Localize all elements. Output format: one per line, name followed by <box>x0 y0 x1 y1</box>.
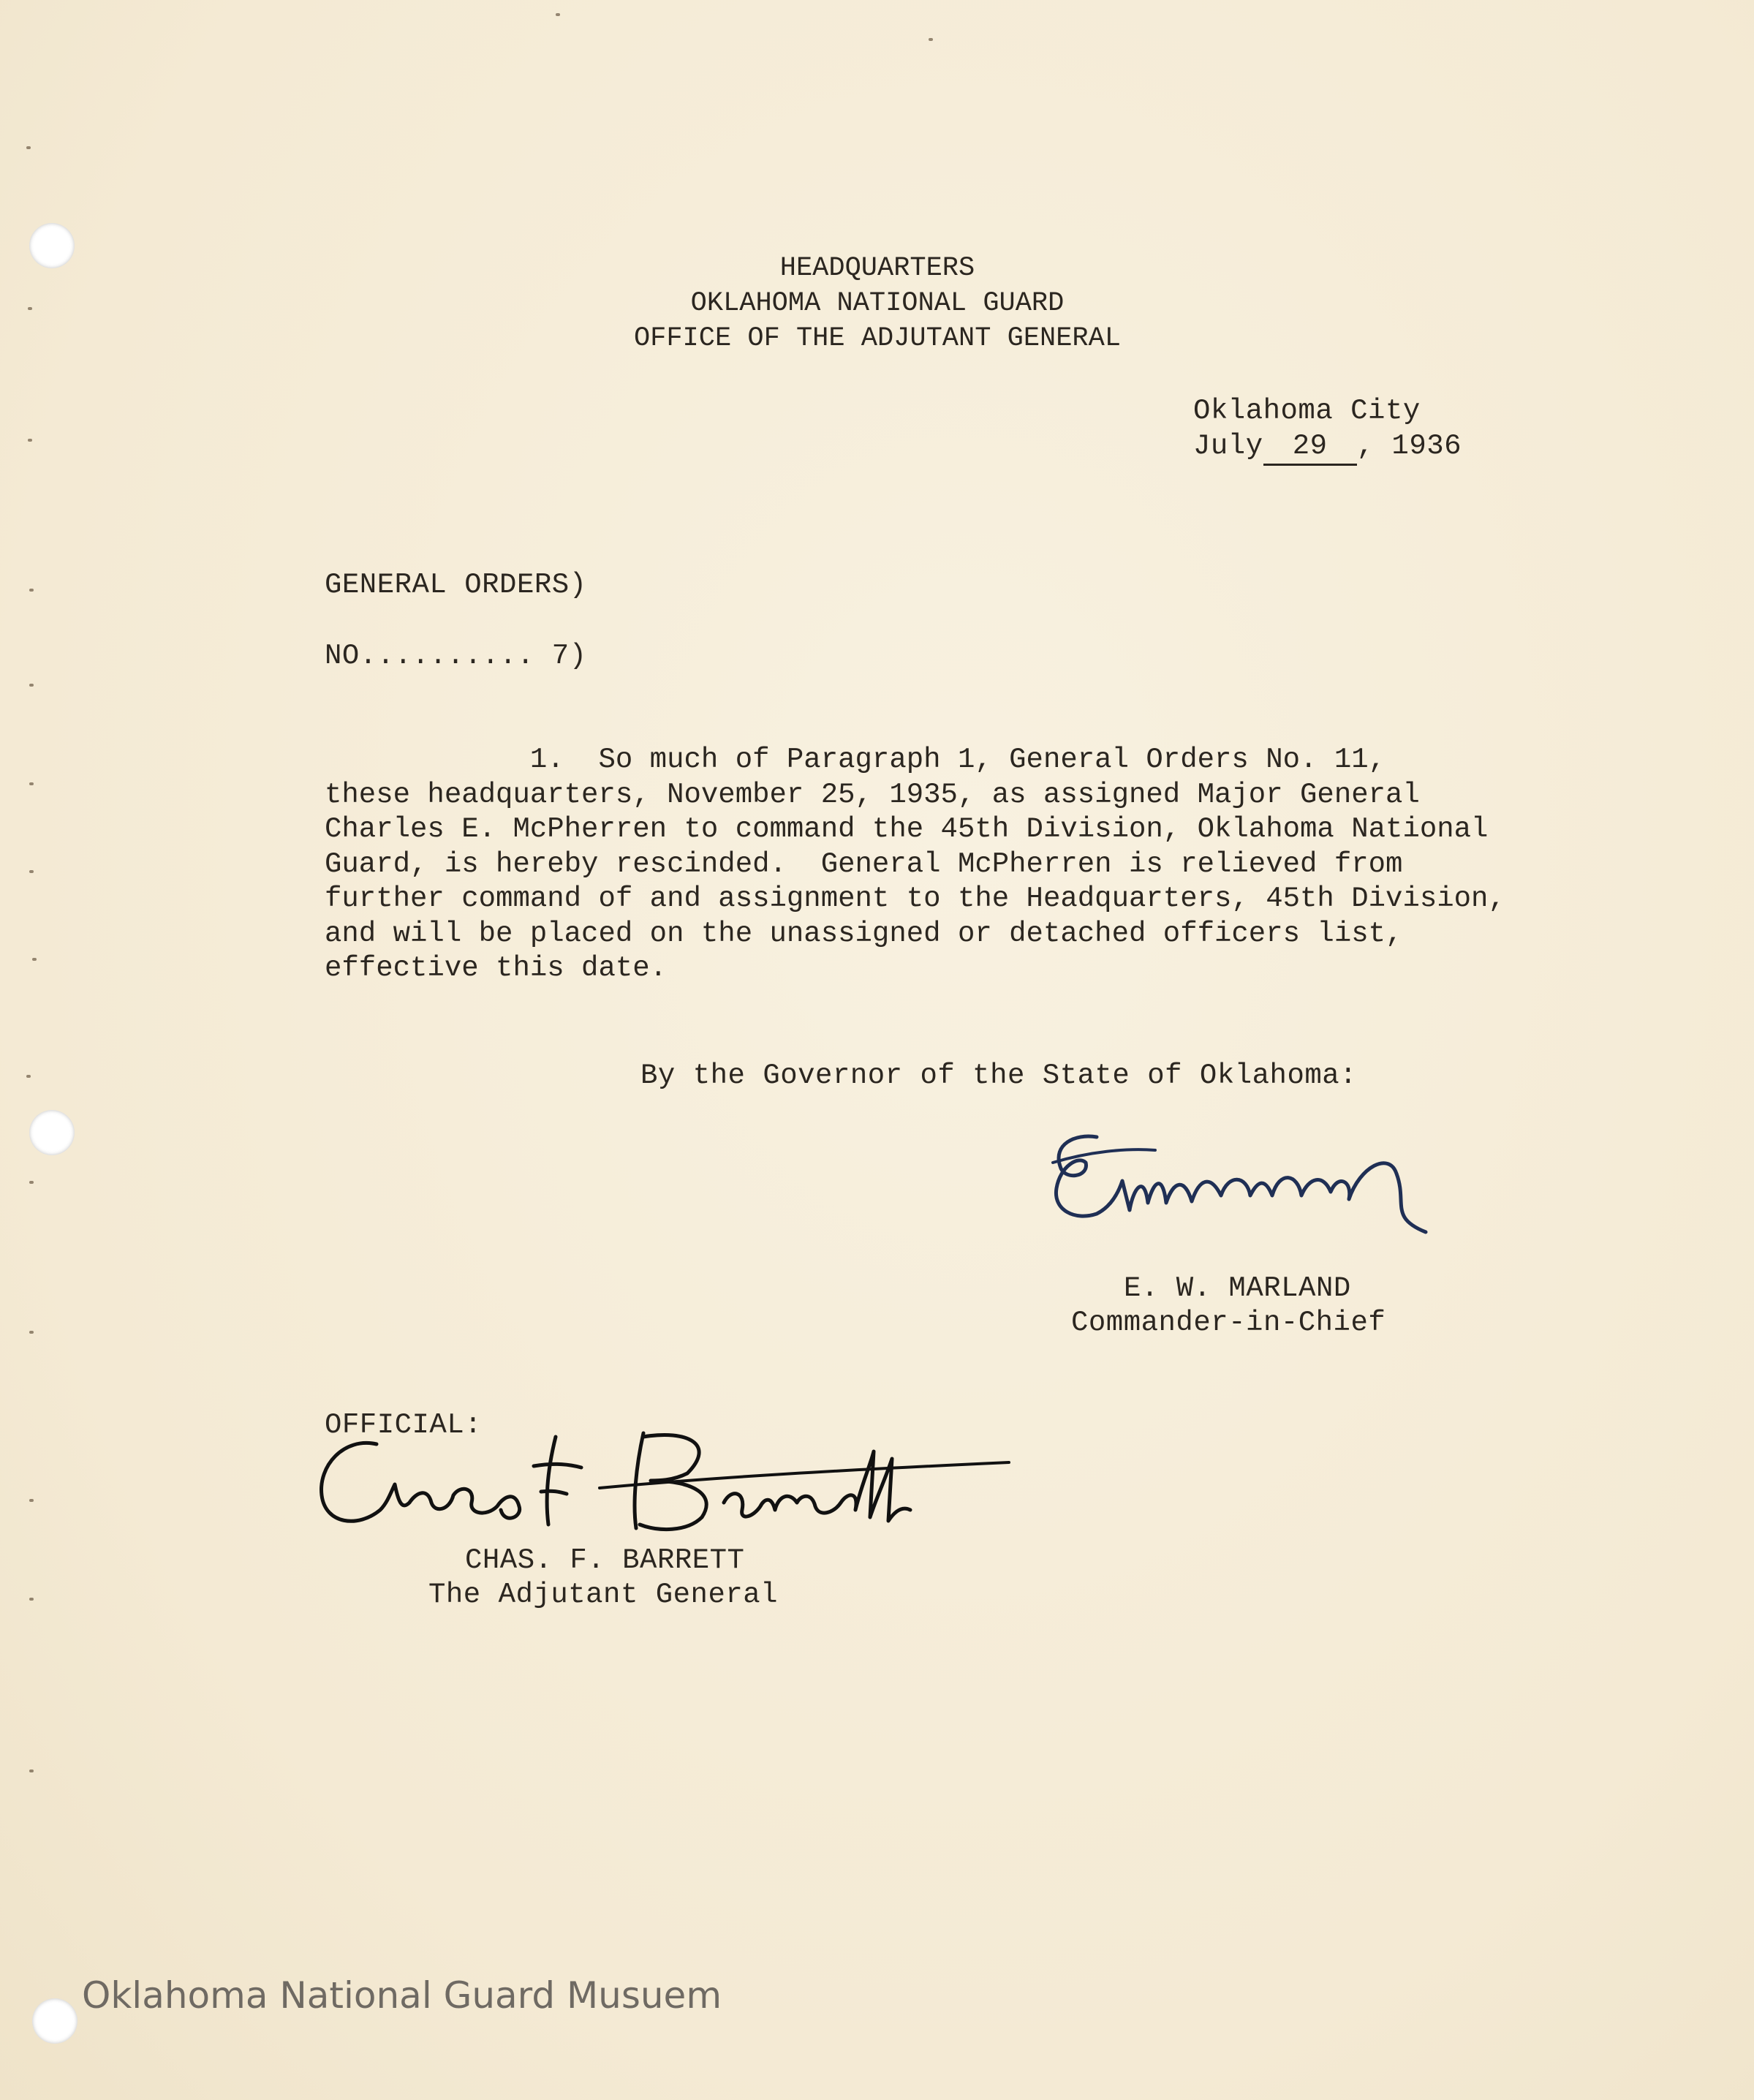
governor-signature <box>1046 1122 1440 1239</box>
date-day: 29 <box>1263 428 1357 466</box>
paper-fleck <box>29 1769 34 1772</box>
authority-line: By the Governor of the State of Oklahoma: <box>640 1060 1358 1092</box>
governor-title: Commander-in-Chief <box>1071 1307 1386 1339</box>
paper-fleck <box>32 958 37 961</box>
paper-fleck <box>29 1331 34 1334</box>
paper-fleck <box>26 1075 31 1078</box>
date-month: July <box>1193 430 1263 462</box>
place: Oklahoma City <box>1193 395 1421 427</box>
paper-fleck <box>556 13 560 16</box>
adjutant-signature <box>307 1422 1024 1546</box>
paper-fleck <box>29 589 34 592</box>
paper-fleck <box>29 1499 34 1502</box>
orders-number: NO.......... 7) <box>325 640 587 672</box>
punch-hole <box>32 1998 78 2044</box>
orders-title: GENERAL ORDERS) <box>325 569 587 601</box>
adjutant-title: The Adjutant General <box>428 1579 779 1611</box>
date-line <box>1193 428 1462 466</box>
date-year: , 1936 <box>1356 430 1462 462</box>
paper-fleck <box>29 684 34 687</box>
governor-name: E. W. MARLAND <box>1124 1272 1351 1304</box>
paragraph-line: 1. So much of Paragraph 1, General Orders No. 11, <box>325 744 1386 776</box>
paper-fleck <box>28 439 32 442</box>
letterhead <box>621 251 1133 356</box>
punch-hole <box>29 223 75 268</box>
paragraph-line: Charles E. McPherren to command the 45th Division, Oklahoma National <box>325 813 1489 845</box>
paper-fleck <box>29 782 34 785</box>
paragraph-line: effective this date. <box>325 952 668 984</box>
paper-fleck <box>29 870 34 873</box>
paper-fleck <box>26 146 31 149</box>
letterhead-line-2: OKLAHOMA NATIONAL GUARD <box>690 288 1065 319</box>
paragraph-line: further command of and assignment to the Headquarters, 45th Division, <box>325 883 1505 915</box>
order-paragraph <box>325 743 1531 986</box>
paragraph-line: these headquarters, November 25, 1935, as assigned Major General <box>325 778 1420 811</box>
official-label: OFFICIAL: <box>325 1409 483 1441</box>
paper-fleck <box>929 38 933 41</box>
letterhead-line-1: HEADQUARTERS <box>779 253 975 284</box>
letterhead-line-3: OFFICE OF THE ADJUTANT GENERAL <box>633 323 1122 354</box>
paper-fleck <box>29 1181 34 1184</box>
adjutant-name: CHAS. F. BARRETT <box>465 1544 745 1576</box>
punch-hole <box>29 1110 75 1155</box>
paper-fleck <box>29 1598 34 1601</box>
paper-fleck <box>28 307 32 310</box>
paragraph-line: and will be placed on the unassigned or detached officers list, <box>325 917 1403 950</box>
museum-watermark: Oklahoma National Guard Musuem <box>82 1974 722 2017</box>
paragraph-line: Guard, is hereby rescinded. General McPherren is relieved from <box>325 847 1403 880</box>
